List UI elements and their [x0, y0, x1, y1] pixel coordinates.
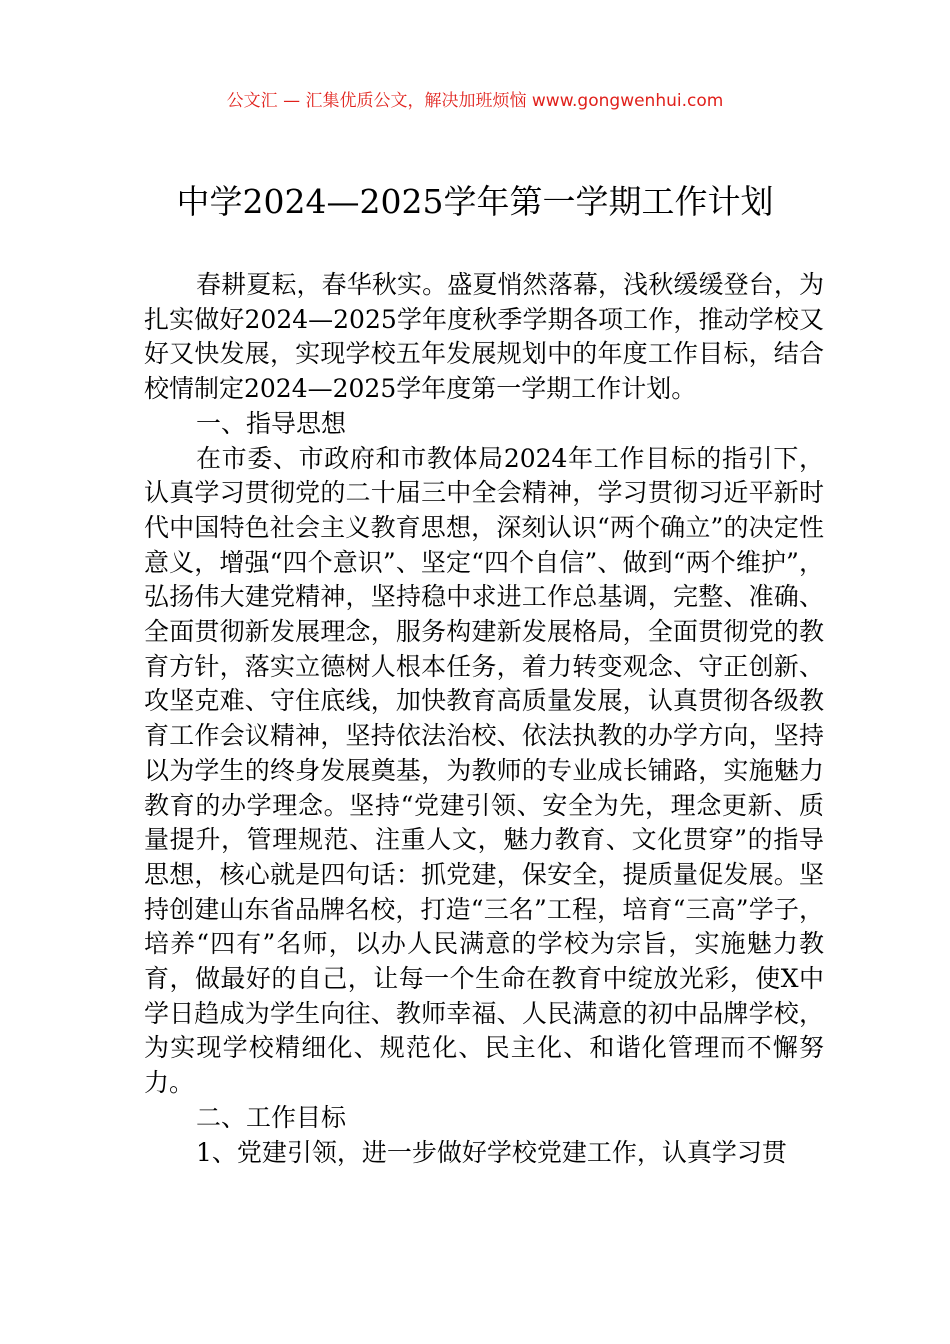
- guiding-thought-paragraph: 在市委、市政府和市教体局2024年工作目标的指引下，认真学习贯彻党的二十届三中全会精神，学习贯彻习近平新时代中国特色社会主义教育思想，深刻认识“两个确立”的决定性意义，增强“四个意识”、坚定“四个自信”、做到“两个维护”，弘扬伟大建党精神，坚持稳中求进工作总基调，完整、准确、全面贯彻新发展理念，服务构建新发展格局，全面贯彻党的教育方针，落实立德树人根本任务，着力转变观念、守正创新、攻坚克难、守住底线，加快教育高质量发展，认真贯彻各级教育工作会议精神，坚持依法治校、依法执教的办学方向，坚持以为学生的终身发展奠基，为教师的专业成长铺路，实施魅力教育的办学理念。坚持“党建引领、安全为先，理念更新、质量提升，管理规范、注重人文，魅力教育、文化贯穿”的指导思想，核心就是四句话：抓党建，保安全，提质量促发展。坚持创建山东省品牌名校，打造“三名”工程，培育“三高”学子，培养“四有”名师，以办人民满意的学校为宗旨，实施魅力教育，做最好的自己，让每一个生命在教育中绽放光彩，使X中学日趋成为学生向往、教师幸福、人民满意的初中品牌学校，为实现学校精细化、规范化、民主化、和谐化管理而不懈努力。: [144, 443, 824, 1098]
- intro-paragraph: 春耕夏耘，春华秋实。盛夏悄然落幕，浅秋缓缓登台，为扎实做好2024—2025学年度秋季学期各项工作，推动学校又好又快发展，实现学校五年发展规划中的年度工作目标，结合校情制定2024—2025学年度第一学期工作计划。: [144, 270, 824, 404]
- work-goal-item-1: 1、党建引领，进一步做好学校党建工作，认真学习贯: [196, 1137, 787, 1167]
- page-title: 中学2024—2025学年第一学期工作计划: [176, 182, 774, 221]
- section-heading-work-goals: 二、工作目标: [196, 1102, 347, 1132]
- watermark-banner: 公文汇 — 汇集优质公文，解决加班烦恼 www.gongwenhui.com: [226, 91, 724, 111]
- document-body: [144, 268, 824, 1170]
- section-heading-guiding-thought: 一、指导思想: [196, 408, 347, 438]
